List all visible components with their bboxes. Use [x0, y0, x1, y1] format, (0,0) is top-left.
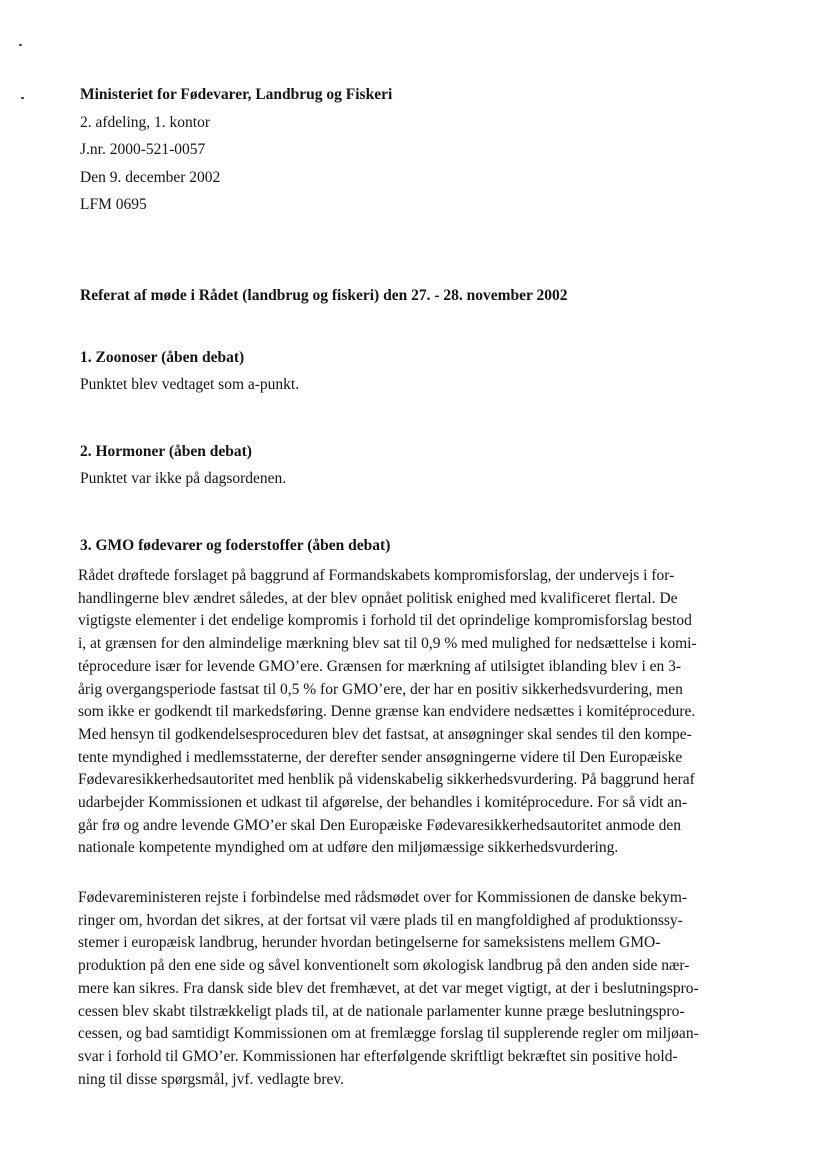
department: 2. afdeling, 1. kontor	[80, 113, 211, 131]
scan-speck	[21, 97, 24, 99]
text-line: téprocedure især for levende GMO’ere. Grænsen for mærkning af utilsigtet iblanding blev i en 3-	[78, 657, 682, 675]
text-line: ringer om, hvordan det sikres, at der fortsat vil være plads til en mangfoldighed af produktionssy-	[78, 911, 683, 929]
text-line: i, at grænsen for den almindelige mærkning blev sat til 0,9 % med mulighed for nedsættelse i komi-	[78, 635, 697, 653]
section-heading: 1. Zoonoser (åben debat)	[80, 349, 245, 366]
text-line: udarbejder Kommissionen et udkast til afgørelse, der behandles i komitéprocedure. For så vidt an-	[78, 794, 688, 812]
gmo-paragraph-1	[78, 565, 768, 860]
section-zoonoser	[80, 347, 760, 396]
text-line: tente myndighed i medlemsstaterne, der derefter sender ansøgningerne videre til Den Europæiske	[78, 748, 683, 766]
text-line: handlingerne blev ændret således, at der blev opnået politisk enighed med kvalificeret flertal. De	[78, 589, 678, 607]
text-line: stemer i europæisk landbrug, herunder hvordan betingelserne for sameksistens mellem GMO-	[78, 934, 661, 952]
section-body: Punktet var ikke på dagsordenen.	[80, 470, 287, 487]
section-body: Punktet blev vedtaget som a-punkt.	[80, 376, 300, 393]
letter-header	[80, 84, 392, 222]
text-line: produktion på den ene side og såvel konventionelt som økologisk landbrug på den anden side nær-	[78, 957, 690, 975]
text-line: vigtigste elementer i det endelige kompromis i forhold til det oprindelige kompromisforslag bestod	[78, 612, 692, 630]
journal-number: J.nr. 2000-521-0057	[80, 141, 206, 158]
section-heading: 3. GMO fødevarer og foderstoffer (åben debat)	[80, 537, 391, 554]
scan-speck	[19, 44, 22, 46]
text-line: som ikke er godkendt til markedsføring. Denne grænse kan endvidere nedsættes i komitéprocedure.	[78, 703, 696, 721]
document-title: Referat af møde i Rådet (landbrug og fiskeri) den 27. - 28. november 2002	[80, 287, 568, 304]
text-line: Fødevaresikkerhedsautoritet med henblik på videnskabelig sikkerhedsvurdering. På baggrund heraf	[78, 771, 695, 789]
ministry-name: Ministeriet for Fødevarer, Landbrug og Fiskeri	[80, 86, 393, 103]
text-line: nationale kompetente myndighed om at udføre den miljømæssige sikkerhedsvurdering.	[78, 839, 619, 857]
text-line: svar i forhold til GMO’er. Kommissionen har efterfølgende skriftligt bekræftet sin positive hold-	[78, 1047, 678, 1065]
text-line: Rådet drøftede forslaget på baggrund af Formandskabets kompromisforslag, der undervejs i for-	[78, 567, 675, 584]
text-line: årig overgangsperiode fastsat til 0,5 % for GMO’ere, der har en positiv sikkerhedsvurdering, men	[78, 680, 683, 698]
text-line: cessen blev skabt tilstrækkeligt plads til, at de nationale parlamenter kunne præge beslutningspro-	[78, 1002, 685, 1020]
document-date: Den 9. december 2002	[80, 168, 221, 186]
text-line: cessen, og bad samtidigt Kommissionen om at fremlægge forslag til supplerende regler om miljøan-	[78, 1025, 699, 1043]
section-gmo	[80, 535, 760, 557]
text-line: ning til disse spørgsmål, jvf. vedlagte brev.	[78, 1070, 345, 1088]
text-line: går frø og andre levende GMO’er skal Den Europæiske Fødevaresikkerhedsautoritet anmode den	[78, 816, 682, 834]
document-reference: LFM 0695	[80, 196, 147, 213]
section-heading: 2. Hormoner (åben debat)	[80, 443, 252, 460]
text-line: Fødevareministeren rejste i forbindelse med rådsmødet over for Kommissionen de danske bekym-	[78, 889, 688, 906]
text-line: mere kan sikres. Fra dansk side blev det fremhævet, at det var meget vigtigt, at der i beslutningspro-	[78, 979, 699, 997]
section-hormoner	[80, 441, 760, 490]
text-line: Med hensyn til godkendelsesproceduren blev det fastsat, at ansøgninger skal sendes til den kompe-	[78, 725, 692, 743]
gmo-paragraph-2	[78, 887, 768, 1091]
